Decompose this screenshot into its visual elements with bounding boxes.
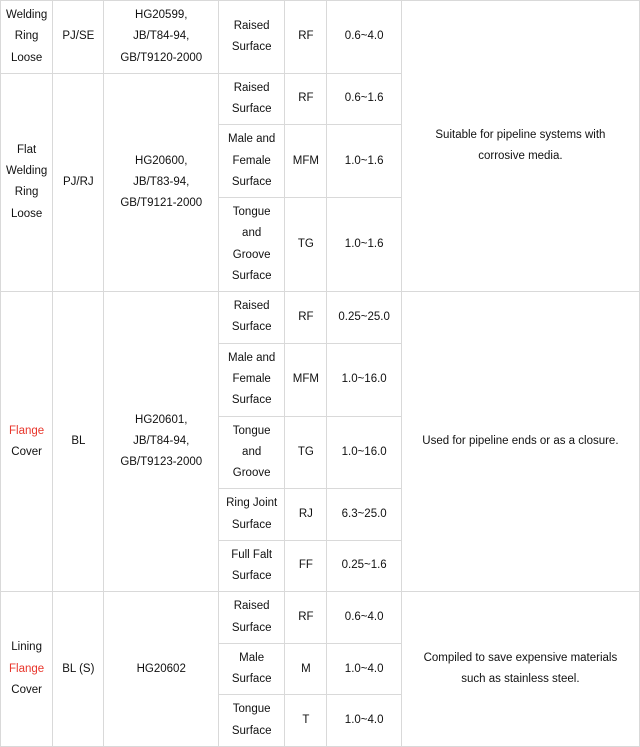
facing-line: Surface [231,621,272,634]
cell-flange-name [1,592,53,747]
cell-standard [104,1,219,74]
name-line: Loose [10,207,43,220]
name-line: Lining [11,641,42,654]
note-line: corrosive media. [478,150,563,163]
cell-note-corrosive [401,1,639,292]
cell-pressure-range: 1.0~16.0 [327,343,401,416]
facing-line: Female [232,372,271,385]
cell-facing-abbr: MFM [285,343,327,416]
standard-line: JB/T84-94, [133,435,190,448]
cell-facing-abbr: RF [285,1,327,74]
cell-standard [104,73,219,291]
cell-facing-type [219,592,285,644]
facing-line: Raised [233,600,270,613]
cell-facing-type [219,695,285,747]
facing-line: Raised [233,19,270,32]
cell-pressure-range: 1.0~16.0 [327,416,401,489]
cell-flange-code: BL [53,292,104,592]
cell-facing-abbr: T [285,695,327,747]
name-line: Flange [9,424,45,437]
cell-facing-type [219,416,285,489]
cell-facing-type [219,540,285,592]
name-line: Cover [11,445,42,458]
facing-line: and [242,227,262,240]
cell-note-lining [401,592,639,747]
cell-flange-code: PJ/RJ [53,73,104,291]
facing-line: Tongue [232,206,271,219]
facing-line: Surface [231,175,272,188]
table-row [1,592,640,644]
facing-line: Surface [231,518,272,531]
facing-line: Surface [231,673,272,686]
cell-pressure-range: 0.6~1.6 [327,73,401,125]
name-line: Cover [11,683,42,696]
facing-line: Surface [231,394,272,407]
name-line: Loose [10,51,43,64]
facing-line: Raised [233,300,270,313]
cell-pressure-range: 1.0~4.0 [327,695,401,747]
facing-line: Surface [231,103,272,116]
facing-line: Male [239,651,265,664]
standard-line: HG20601, [135,413,188,426]
name-line: Flange [9,662,45,675]
note-line: Used for pipeline ends or as a closure. [422,435,619,448]
facing-line: Surface [231,724,272,737]
cell-flange-code: BL (S) [53,592,104,747]
cell-pressure-range: 1.0~1.6 [327,198,401,292]
name-line: Welding [5,165,48,178]
cell-facing-type [219,343,285,416]
facing-line: Surface [231,269,272,282]
standard-line: HG20599, [135,9,188,21]
cell-facing-abbr: TG [285,416,327,489]
facing-line: Female [232,154,271,167]
facing-line: Male and [227,133,276,146]
cell-facing-type [219,198,285,292]
facing-line: Surface [231,321,272,334]
table-row [1,1,640,74]
cell-pressure-range: 0.25~1.6 [327,540,401,592]
standard-line: HG20600, [135,154,188,167]
cell-facing-abbr: FF [285,540,327,592]
cell-facing-type [219,73,285,125]
cell-flange-name [1,73,53,291]
facing-line: Full Falt [231,548,273,561]
facing-line: Ring Joint [226,497,278,510]
note-line: Compiled to save expensive materials [423,651,618,664]
cell-facing-abbr: RJ [285,489,327,541]
facing-line: Tongue [232,424,271,437]
table-row [1,292,640,344]
cell-facing-type [219,643,285,695]
facing-line: and [242,445,262,458]
cell-facing-abbr: M [285,643,327,695]
facing-line: Surface [231,40,272,53]
facing-line: Groove [232,467,271,480]
standard-line: HG20602 [136,662,186,675]
name-line: Flat [17,143,37,156]
cell-facing-type [219,489,285,541]
facing-line: Raised [233,81,270,94]
cell-facing-abbr: TG [285,198,327,292]
cell-pressure-range: 1.0~1.6 [327,125,401,198]
standard-line: GB/T9121-2000 [120,197,203,210]
cell-flange-code: PJ/SE [53,1,104,74]
note-line: such as stainless steel. [461,673,580,686]
standard-line: JB/T83-94, [133,175,190,188]
cell-pressure-range: 0.6~4.0 [327,592,401,644]
cell-facing-type [219,1,285,74]
name-line: Welding [5,9,48,21]
cell-pressure-range: 1.0~4.0 [327,643,401,695]
cell-standard [104,592,219,747]
cell-flange-name [1,292,53,592]
standard-line: GB/T9120-2000 [120,51,203,64]
cell-pressure-range: 6.3~25.0 [327,489,401,541]
name-line: Ring [14,186,39,199]
cell-facing-type [219,125,285,198]
cell-pressure-range: 0.25~25.0 [327,292,401,344]
cell-standard [104,292,219,592]
cell-facing-type [219,292,285,344]
cell-facing-abbr: RF [285,592,327,644]
cell-note-closure [401,292,639,592]
name-line: Ring [14,30,39,43]
standard-line: GB/T9123-2000 [120,456,203,469]
facing-line: Male and [227,351,276,364]
cell-pressure-range: 0.6~4.0 [327,1,401,74]
standard-line: JB/T84-94, [133,30,190,43]
cell-facing-abbr: MFM [285,125,327,198]
cell-facing-abbr: RF [285,292,327,344]
facing-line: Groove [232,248,271,261]
cell-flange-name [1,1,53,74]
facing-line: Tongue [232,703,271,716]
note-line: Suitable for pipeline systems with [435,128,606,141]
facing-line: Surface [231,570,272,583]
cell-facing-abbr: RF [285,73,327,125]
